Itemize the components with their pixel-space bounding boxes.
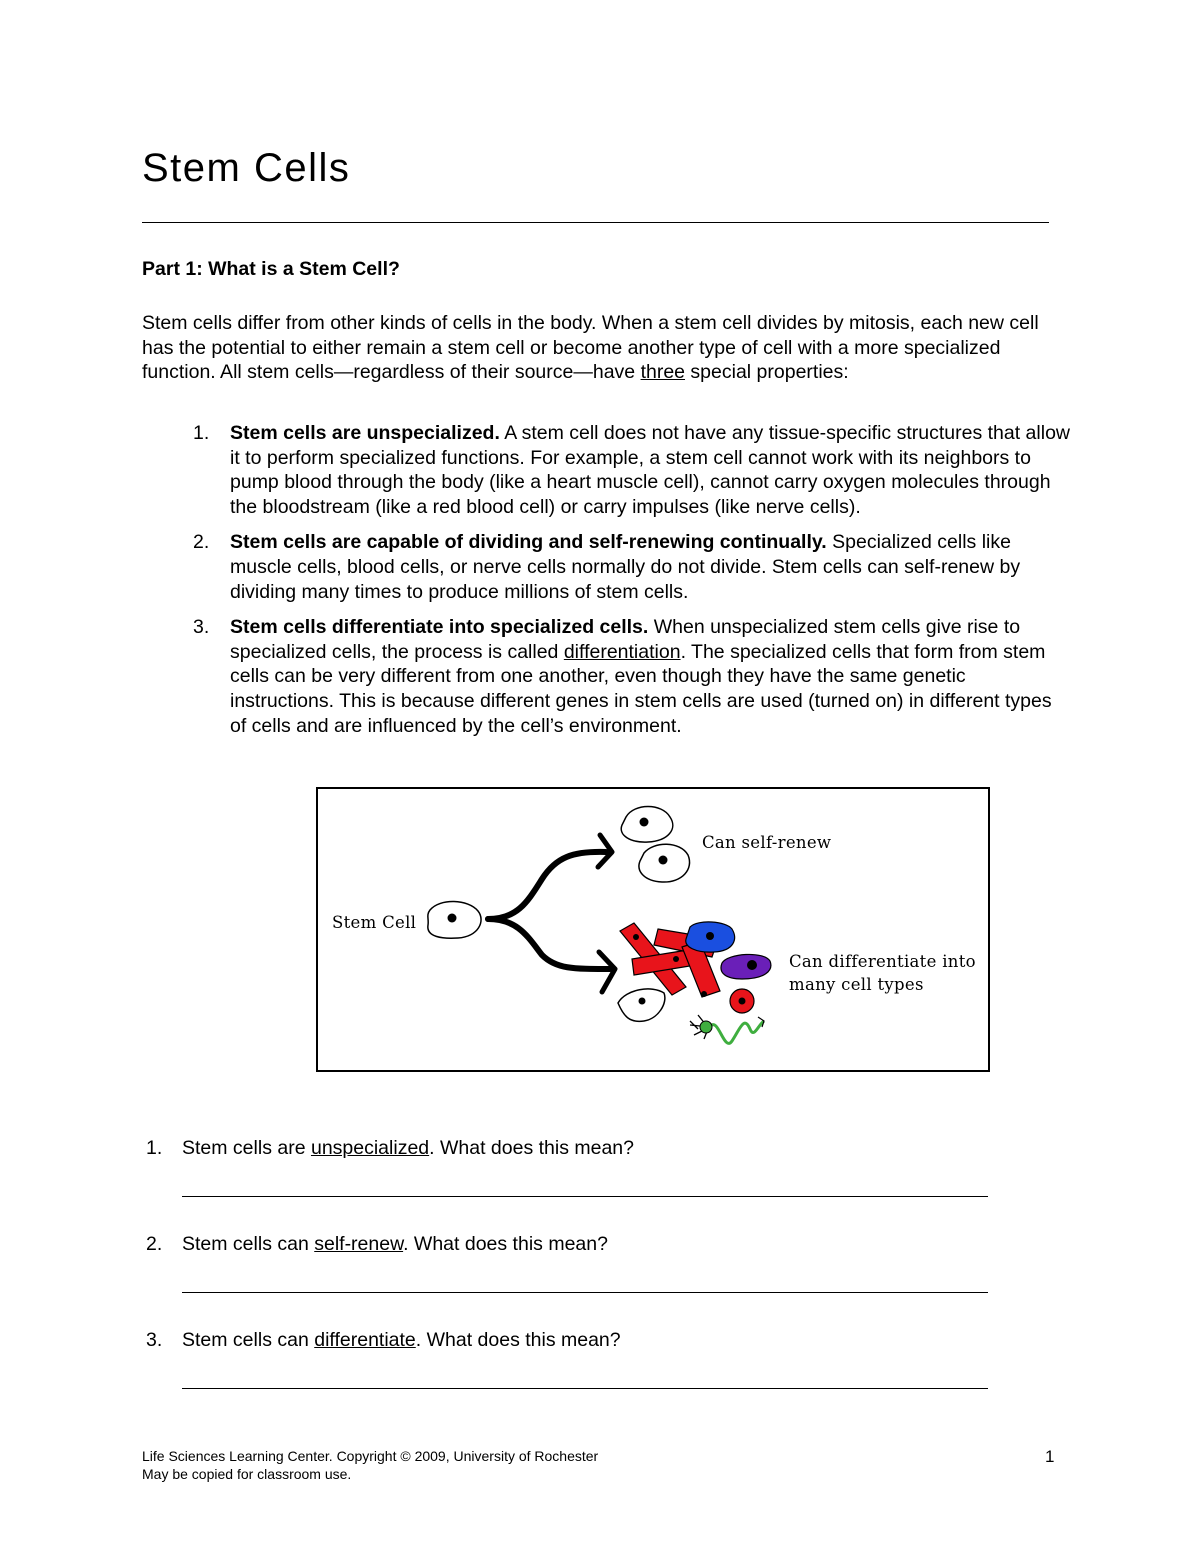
property-item: [142, 530, 1072, 604]
answer-line[interactable]: [182, 1388, 988, 1389]
renewed-cell-nucleus: [640, 818, 649, 827]
branch-arrow-shaft: [488, 852, 606, 919]
differentiate-label: many cell types: [789, 975, 924, 994]
stem-cell-diagram: [316, 787, 990, 1072]
questions-list: [142, 1137, 1042, 1425]
stem-cell-label: Stem Cell: [332, 913, 417, 932]
property-number: 3.: [193, 616, 210, 639]
property-item: [142, 615, 1072, 738]
answer-line[interactable]: [182, 1292, 988, 1293]
title-divider: [142, 222, 1049, 223]
question-text: [182, 1329, 621, 1352]
properties-list: [142, 421, 1072, 749]
footer-usage-note: May be copied for classroom use.: [142, 1466, 352, 1482]
question-text-after: . What does this mean?: [429, 1137, 634, 1159]
question-text-before: Stem cells can: [182, 1329, 315, 1351]
property-number: 2.: [193, 531, 210, 554]
property-text-before: When unspecialized stem cells give rise to specialized cells, the process is called: [230, 616, 1021, 663]
part-heading: Part 1: What is a Stem Cell?: [142, 258, 400, 280]
question-text-before: Stem cells can: [182, 1233, 315, 1255]
epithelial-cell: [618, 989, 665, 1021]
question-term: self-renew: [314, 1233, 404, 1255]
question-number: 1.: [146, 1137, 163, 1159]
intro-text-after: special properties:: [685, 361, 849, 384]
question-text-after: . What does this mean?: [415, 1329, 621, 1351]
muscle-nucleus: [701, 991, 707, 997]
footer: [142, 1447, 598, 1483]
property-item: [142, 421, 1072, 519]
question-item: [142, 1329, 1042, 1425]
intro-emphasis: three: [640, 361, 686, 384]
property-text-after: . The specialized cells that form from stem cells can be very different from one another, even though they have the same genetic instructions. This is because different genes in stem cells are used (turned on) in different types of cells and are influenced by the cell’s environment.: [230, 640, 1052, 737]
diagram-illustration: [318, 789, 988, 1070]
property-heading: Stem cells differentiate into specialized cells.: [230, 616, 649, 639]
question-text: [182, 1137, 634, 1160]
nerve-cell-body: [700, 1021, 712, 1033]
purple-specialized-cell: [721, 954, 771, 979]
muscle-nucleus: [673, 956, 679, 962]
footer-copyright: Life Sciences Learning Center. Copyright © 2009, University of Rochester: [142, 1448, 599, 1464]
differentiate-label: Can differentiate into: [789, 952, 976, 971]
question-text-before: Stem cells are: [182, 1137, 311, 1159]
question-number: 3.: [146, 1329, 163, 1351]
question-text-after: . What does this mean?: [403, 1233, 608, 1255]
branch-arrow-shaft: [488, 919, 610, 969]
property-heading: Stem cells are unspecialized.: [230, 422, 500, 444]
page-title: Stem Cells: [142, 146, 351, 190]
answer-line[interactable]: [182, 1196, 988, 1197]
self-renew-label: Can self-renew: [702, 833, 832, 852]
question-text: [182, 1233, 608, 1256]
property-heading: Stem cells are capable of dividing and self-renewing continually.: [230, 531, 827, 554]
question-item: [142, 1137, 1042, 1233]
question-term: differentiate: [314, 1329, 416, 1351]
purple-cell-nucleus: [747, 960, 757, 970]
property-term: differentiation: [563, 640, 681, 663]
question-term: unspecialized: [310, 1137, 430, 1159]
property-text: A stem cell does not have any tissue-specific structures that allow it to perform specialized functions. For example, a stem cell cannot work with its neighbors to pump blood through the body (like a heart muscle cell), cannot carry oxygen molecules through the bloodstream (like a red blood cell) or carry impulses (like nerve cells).: [230, 422, 1070, 518]
blue-cell-nucleus: [706, 932, 714, 940]
property-text: Specialized cells like muscle cells, blood cells, or nerve cells normally do not divide. Stem cells can self-renew by dividing many times to produce millions of stem cells.: [230, 531, 1021, 603]
question-number: 2.: [146, 1233, 163, 1255]
nerve-cell-axon: [710, 1021, 764, 1043]
property-number: 1.: [193, 422, 210, 444]
stem-cell-nucleus: [448, 914, 457, 923]
intro-text-before: Stem cells differ from other kinds of cells in the body. When a stem cell divides by mitosis, each new cell has the potential to either remain a stem cell or become another type of cell with a more specialized function. All stem cells—regardless of their source—have: [142, 312, 1039, 384]
muscle-nucleus: [633, 934, 639, 940]
arrow-head: [599, 952, 615, 992]
intro-paragraph: [142, 311, 1072, 385]
red-blood-cell-center: [739, 998, 746, 1005]
renewed-cell-nucleus: [659, 856, 668, 865]
epithelial-cell-nucleus: [639, 998, 646, 1005]
page-number: 1: [1045, 1447, 1055, 1466]
question-item: [142, 1233, 1042, 1329]
